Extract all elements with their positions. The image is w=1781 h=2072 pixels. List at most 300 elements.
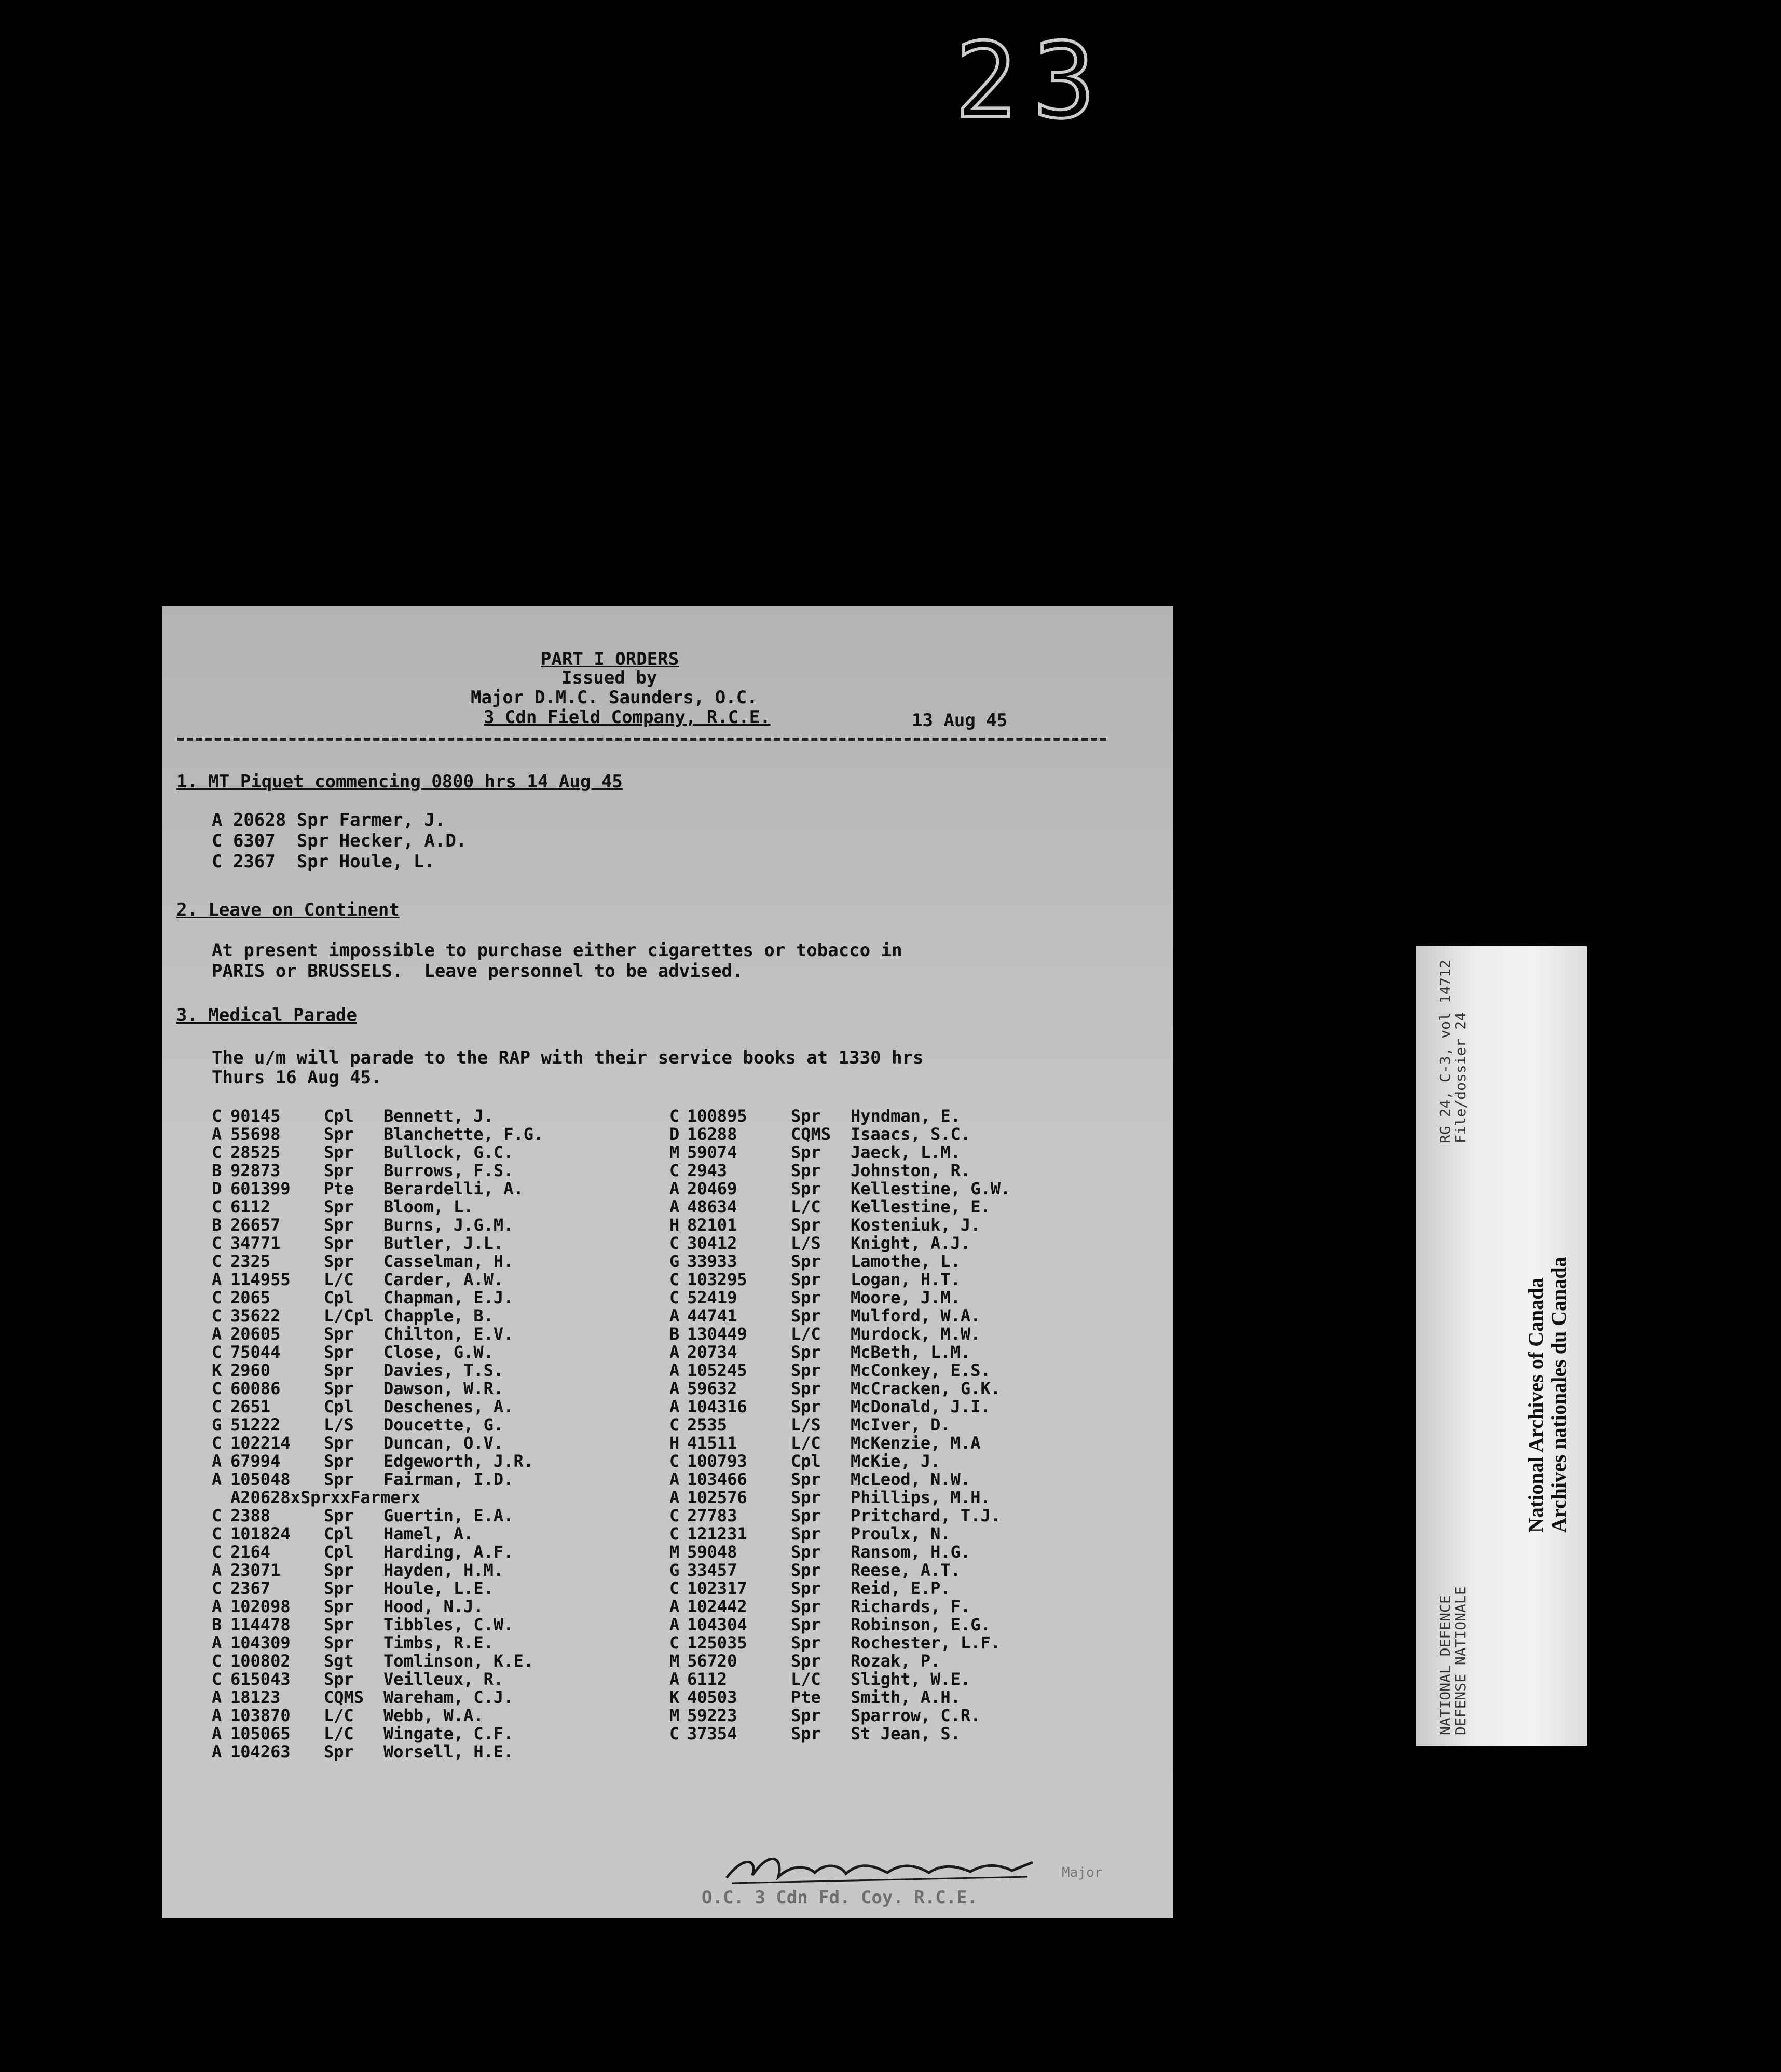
entry-num: 59632 <box>687 1379 737 1398</box>
entry-pre: C <box>669 1270 680 1289</box>
parade-entry <box>212 1234 543 1252</box>
parade-entry <box>212 1543 543 1561</box>
entry-rank: Spr <box>324 1379 354 1398</box>
entry-name: McBeth, L.M. <box>851 1342 971 1362</box>
entry-rank: L/C <box>324 1270 354 1289</box>
parade-entry <box>212 1216 543 1234</box>
entry-pre: C <box>212 1524 222 1544</box>
signature-caption: O.C. 3 Cdn Fd. Coy. R.C.E. <box>702 1887 978 1908</box>
entry-num: 105245 <box>687 1360 747 1380</box>
entry-rank: Spr <box>324 1633 354 1653</box>
entry-num: 101824 <box>230 1524 291 1544</box>
entry-name: Tibbles, C.W. <box>383 1615 514 1634</box>
entry-name: Fairman, I.D. <box>383 1469 514 1489</box>
entry-num: 121231 <box>687 1524 747 1544</box>
parade-entry <box>212 1579 543 1598</box>
entry-rank: Spr <box>324 1142 354 1162</box>
entry-pre: C <box>669 1106 680 1126</box>
entry-rank: CQMS <box>324 1687 364 1707</box>
entry-num: 59074 <box>687 1142 737 1162</box>
entry-num: 2535 <box>687 1415 728 1435</box>
parade-entry <box>212 1452 543 1470</box>
entry-rank: Spr <box>791 1179 821 1198</box>
entry-name: Sparrow, C.R. <box>851 1706 981 1725</box>
entry-num: 102214 <box>230 1433 291 1453</box>
entry-num: 100895 <box>687 1106 747 1126</box>
parade-entry <box>669 1125 1010 1143</box>
entry-pre: B <box>212 1161 222 1180</box>
entry-name: Chapman, E.J. <box>383 1288 514 1307</box>
entry-num: 103295 <box>687 1270 747 1289</box>
entry-pre: G <box>212 1415 222 1435</box>
entry-num: 2388 <box>230 1506 271 1525</box>
entry-num: 33933 <box>687 1251 737 1271</box>
entry-name: Kellestine, E. <box>851 1197 991 1217</box>
entry-rank: Spr <box>324 1197 354 1217</box>
entry-name: Reese, A.T. <box>851 1560 961 1580</box>
parade-entry <box>669 1416 1010 1434</box>
entry-rank: Spr <box>791 1215 821 1235</box>
department-label: NATIONAL DEFENCE DEFENSE NATIONALE <box>1436 1586 1469 1735</box>
entry-num: 26657 <box>230 1215 281 1235</box>
entry-num: 104309 <box>230 1633 291 1653</box>
parade-entry <box>212 1670 543 1688</box>
entry-num: 56720 <box>687 1651 737 1671</box>
entry-rank: Spr <box>324 1251 354 1271</box>
parade-entry <box>669 1325 1010 1343</box>
entry-num: 6112 <box>230 1197 271 1217</box>
entry-rank: Spr <box>324 1124 354 1144</box>
entry-num: 59048 <box>687 1542 737 1562</box>
parade-entry <box>212 1434 543 1452</box>
entry-rank: Spr <box>791 1615 821 1634</box>
parade-entry <box>669 1307 1010 1325</box>
parade-entry <box>669 1216 1010 1234</box>
entry-num: 114478 <box>230 1615 291 1634</box>
entry-num: 2651 <box>230 1397 271 1416</box>
entry-pre: C <box>669 1524 680 1544</box>
parade-entry <box>669 1107 1010 1125</box>
entry-pre: A <box>212 1687 222 1707</box>
entry-rank: Spr <box>791 1106 821 1126</box>
parade-entry <box>212 1307 543 1325</box>
entry-pre: C <box>212 1197 222 1217</box>
entry-pre: C <box>212 1397 222 1416</box>
entry-rank: Spr <box>791 1488 821 1507</box>
parade-entry <box>212 1107 543 1125</box>
entry-pre: A <box>669 1597 680 1616</box>
entry-rank: L/C <box>791 1197 821 1217</box>
entry-pre: C <box>212 1433 222 1453</box>
entry-rank: Cpl <box>324 1106 354 1126</box>
entry-name: Carder, A.W. <box>383 1270 504 1289</box>
parade-entry <box>669 1398 1010 1416</box>
entry-num: 105065 <box>230 1724 291 1743</box>
entry-num: 130449 <box>687 1324 747 1344</box>
parade-entry <box>669 1507 1010 1525</box>
entry-name: Houle, L.E. <box>383 1578 494 1598</box>
entry-num: 114955 <box>230 1270 291 1289</box>
parade-entry <box>212 1380 543 1398</box>
entry-name: Richards, F. <box>851 1597 971 1616</box>
entry-pre: K <box>212 1360 222 1380</box>
parade-entry <box>669 1434 1010 1452</box>
parade-entry <box>669 1579 1010 1598</box>
parade-entry <box>669 1361 1010 1380</box>
entry-name: Robinson, E.G. <box>851 1615 991 1634</box>
parade-entry <box>669 1652 1010 1670</box>
entry-pre: G <box>669 1560 680 1580</box>
entry-pre: C <box>669 1578 680 1598</box>
entry-name: Deschenes, A. <box>383 1397 514 1416</box>
entry-pre: M <box>669 1651 680 1671</box>
entry-pre: C <box>669 1633 680 1653</box>
entry-pre: A <box>212 1724 222 1743</box>
entry-name: Reid, E.P. <box>851 1578 951 1598</box>
entry-name: Mulford, W.A. <box>851 1306 981 1326</box>
entry-name: Kellestine, G.W. <box>851 1179 1011 1198</box>
entry-num: 48634 <box>687 1197 737 1217</box>
parade-entry <box>212 1489 543 1507</box>
entry-rank: Spr <box>791 1379 821 1398</box>
entry-pre: M <box>669 1142 680 1162</box>
entry-rank: Spr <box>791 1469 821 1489</box>
document-page <box>162 606 1173 1918</box>
entry-num: 2065 <box>230 1288 271 1307</box>
entry-rank: CQMS <box>791 1124 831 1144</box>
entry-name: Tomlinson, K.E. <box>383 1651 533 1671</box>
parade-entry <box>212 1634 543 1652</box>
entry-rank: Spr <box>791 1506 821 1525</box>
entry-pre: D <box>669 1124 680 1144</box>
entry-pre: C <box>212 1578 222 1598</box>
entry-rank: Spr <box>791 1270 821 1289</box>
entry-name: Veilleux, R. <box>383 1669 504 1689</box>
entry-num: 2325 <box>230 1251 271 1271</box>
entry-pre: H <box>669 1215 680 1235</box>
parade-entry <box>669 1489 1010 1507</box>
entry-num: 55698 <box>230 1124 281 1144</box>
entry-name: Hood, N.J. <box>383 1597 484 1616</box>
entry-num: 102442 <box>687 1597 747 1616</box>
signature <box>721 1847 1043 1888</box>
entry-rank: Cpl <box>324 1542 354 1562</box>
entry-rank: Cpl <box>791 1451 821 1471</box>
entry-rank: Spr <box>791 1560 821 1580</box>
entry-rank: Pte <box>324 1179 354 1198</box>
parade-entry <box>669 1470 1010 1489</box>
parade-entry <box>212 1598 543 1616</box>
entry-name: Phillips, M.H. <box>851 1488 991 1507</box>
parade-entry <box>212 1525 543 1543</box>
entry-name: Knight, A.J. <box>851 1233 971 1253</box>
archives-label: National Archives of Canada Archives nationales du Canada <box>1524 1257 1570 1533</box>
entry-rank: Spr <box>324 1597 354 1616</box>
entry-pre: A <box>212 1324 222 1344</box>
entry-num: 16288 <box>687 1124 737 1144</box>
entry-name: Chapple, B. <box>383 1306 494 1326</box>
parade-list-right <box>669 1107 1010 1743</box>
parade-entry <box>669 1380 1010 1398</box>
entry-pre: A <box>212 1633 222 1653</box>
entry-num: 103466 <box>687 1469 747 1489</box>
entry-rank: Spr <box>324 1506 354 1525</box>
entry-num: 27783 <box>687 1506 737 1525</box>
entry-pre: C <box>212 1651 222 1671</box>
entry-rank: L/C <box>324 1706 354 1725</box>
entry-num: 102576 <box>687 1488 747 1507</box>
entry-name: McLeod, N.W. <box>851 1469 971 1489</box>
entry-name: Bloom, L. <box>383 1197 474 1217</box>
entry-name: Timbs, R.E. <box>383 1633 494 1653</box>
entry-name: Harding, A.F. <box>383 1542 514 1562</box>
entry-pre: C <box>212 1342 222 1362</box>
entry-name: Close, G.W. <box>383 1342 494 1362</box>
entry-pre: A <box>212 1469 222 1489</box>
parade-list-left <box>212 1107 543 1761</box>
entry-rank: Pte <box>791 1687 821 1707</box>
section-1-line: C 6307 Spr Hecker, A.D. <box>212 830 467 851</box>
entry-rank: Spr <box>324 1433 354 1453</box>
entry-name: Murdock, M.W. <box>851 1324 981 1344</box>
entry-rank: Spr <box>324 1451 354 1471</box>
entry-name: Moore, J.M. <box>851 1288 961 1307</box>
parade-entry <box>669 1271 1010 1289</box>
entry-name: Isaacs, S.C. <box>851 1124 971 1144</box>
parade-entry <box>669 1234 1010 1252</box>
entry-pre: A <box>669 1197 680 1217</box>
entry-name: Burrows, F.S. <box>383 1161 514 1180</box>
entry-pre: A <box>212 1451 222 1471</box>
entry-num: 20469 <box>687 1179 737 1198</box>
entry-name: McConkey, E.S. <box>851 1360 991 1380</box>
entry-name: Edgeworth, J.R. <box>383 1451 533 1471</box>
entry-pre: A <box>669 1379 680 1398</box>
parade-entry <box>212 1361 543 1380</box>
signature-title: Major <box>1062 1865 1103 1880</box>
entry-num: 20734 <box>687 1342 737 1362</box>
entry-pre: D <box>212 1179 222 1198</box>
parade-entry <box>212 1561 543 1579</box>
entry-name: Casselman, H. <box>383 1251 514 1271</box>
parade-entry <box>669 1198 1010 1216</box>
entry-num: 30412 <box>687 1233 737 1253</box>
parade-entry <box>212 1271 543 1289</box>
entry-rank: Spr <box>324 1233 354 1253</box>
parade-entry <box>212 1180 543 1198</box>
entry-pre: C <box>212 1106 222 1126</box>
section-2-line: At present impossible to purchase either cigarettes or tobacco in <box>212 940 902 961</box>
entry-name: Burns, J.G.M. <box>383 1215 514 1235</box>
entry-rank: L/C <box>791 1669 821 1689</box>
entry-rank: Spr <box>324 1360 354 1380</box>
parade-entry <box>669 1707 1010 1725</box>
parade-entry <box>212 1125 543 1143</box>
entry-pre: A <box>212 1560 222 1580</box>
entry-rank: L/C <box>791 1433 821 1453</box>
entry-pre: C <box>212 1142 222 1162</box>
entry-name: Wingate, C.F. <box>383 1724 514 1743</box>
parade-entry <box>669 1561 1010 1579</box>
entry-num: 615043 <box>230 1669 291 1689</box>
entry-pre: C <box>212 1288 222 1307</box>
entry-pre: K <box>669 1687 680 1707</box>
entry-rank: L/C <box>324 1724 354 1743</box>
entry-name: Duncan, O.V. <box>383 1433 504 1453</box>
entry-pre: A <box>669 1397 680 1416</box>
entry-name: Pritchard, T.J. <box>851 1506 1001 1525</box>
frame-number: 23 <box>955 21 1111 142</box>
section-3-heading: 3. Medical Parade <box>176 1005 357 1026</box>
entry-pre: C <box>212 1379 222 1398</box>
entry-name: Bullock, G.C. <box>383 1142 514 1162</box>
parade-entry <box>212 1507 543 1525</box>
entry-rank: Sgt <box>324 1651 354 1671</box>
parade-entry <box>212 1252 543 1271</box>
entry-num: 105048 <box>230 1469 291 1489</box>
entry-pre: M <box>669 1706 680 1725</box>
entry-name: Johnston, R. <box>851 1161 971 1180</box>
section-3-line: The u/m will parade to the RAP with their service books at 1330 hrs <box>212 1047 924 1068</box>
entry-num: 100793 <box>687 1451 747 1471</box>
entry-pre: A <box>669 1669 680 1689</box>
parade-entry <box>669 1343 1010 1361</box>
entry-num: 60086 <box>230 1379 281 1398</box>
parade-entry <box>669 1616 1010 1634</box>
entry-num: 59223 <box>687 1706 737 1725</box>
section-2-heading: 2. Leave on Continent <box>176 899 400 920</box>
entry-rank: Cpl <box>324 1288 354 1307</box>
entry-num: A20628xSprxxFarmerx <box>230 1488 421 1507</box>
parade-entry <box>212 1343 543 1361</box>
entry-rank: Spr <box>324 1578 354 1598</box>
entry-name: Proulx, N. <box>851 1524 951 1544</box>
entry-rank: Spr <box>791 1651 821 1671</box>
entry-num: 67994 <box>230 1451 281 1471</box>
entry-num: 33457 <box>687 1560 737 1580</box>
parade-entry <box>212 1198 543 1216</box>
entry-pre: A <box>669 1179 680 1198</box>
entry-rank: Cpl <box>324 1524 354 1544</box>
entry-name: Dawson, W.R. <box>383 1379 504 1398</box>
parade-entry <box>212 1398 543 1416</box>
parade-entry <box>212 1616 543 1634</box>
entry-name: Webb, W.A. <box>383 1706 484 1725</box>
entry-pre: B <box>669 1324 680 1344</box>
entry-pre: C <box>212 1669 222 1689</box>
entry-num: 2164 <box>230 1542 271 1562</box>
entry-name: Slight, W.E. <box>851 1669 971 1689</box>
entry-name: Hamel, A. <box>383 1524 474 1544</box>
unit-name: 3 Cdn Field Company, R.C.E. <box>484 707 771 728</box>
entry-pre: A <box>669 1360 680 1380</box>
entry-name: Guertin, E.A. <box>383 1506 514 1525</box>
entry-rank: Spr <box>324 1469 354 1489</box>
entry-name: Blanchette, F.G. <box>383 1124 544 1144</box>
entry-pre: A <box>212 1270 222 1289</box>
entry-pre: A <box>669 1615 680 1634</box>
entry-pre: A <box>669 1342 680 1362</box>
entry-rank: Spr <box>791 1342 821 1362</box>
entry-num: 52419 <box>687 1288 737 1307</box>
entry-rank: L/S <box>791 1233 821 1253</box>
entry-name: Rochester, L.F. <box>851 1633 1001 1653</box>
parade-entry <box>212 1688 543 1707</box>
entry-rank: Spr <box>324 1161 354 1180</box>
parade-entry <box>669 1598 1010 1616</box>
section-1-line: A 20628 Spr Farmer, J. <box>212 810 446 830</box>
parade-entry <box>669 1634 1010 1652</box>
entry-num: 44741 <box>687 1306 737 1326</box>
entry-num: 103870 <box>230 1706 291 1725</box>
entry-rank: Spr <box>791 1633 821 1653</box>
entry-rank: Spr <box>324 1669 354 1689</box>
section-1-line: C 2367 Spr Houle, L. <box>212 851 435 872</box>
entry-num: 37354 <box>687 1724 737 1743</box>
entry-pre: C <box>669 1233 680 1253</box>
entry-name: McKenzie, M.A <box>851 1433 981 1453</box>
entry-rank: Spr <box>791 1306 821 1326</box>
parade-entry <box>669 1525 1010 1543</box>
entry-name: Hyndman, E. <box>851 1106 961 1126</box>
entry-pre: C <box>212 1306 222 1326</box>
issuing-officer: Major D.M.C. Saunders, O.C. <box>471 687 758 708</box>
parade-entry <box>669 1289 1010 1307</box>
entry-num: 2367 <box>230 1578 271 1598</box>
parade-entry <box>669 1725 1010 1743</box>
entry-name: Bennett, J. <box>383 1106 494 1126</box>
entry-pre: C <box>669 1451 680 1471</box>
entry-pre: A <box>212 1742 222 1762</box>
entry-pre: M <box>669 1542 680 1562</box>
entry-rank: Spr <box>324 1742 354 1762</box>
section-2-line: PARIS or BRUSSELS. Leave personnel to be advised. <box>212 961 743 982</box>
entry-name: Rozak, P. <box>851 1651 941 1671</box>
entry-rank: Spr <box>324 1342 354 1362</box>
entry-rank: Spr <box>324 1324 354 1344</box>
parade-entry <box>212 1325 543 1343</box>
entry-num: 28525 <box>230 1142 281 1162</box>
entry-rank: L/S <box>791 1415 821 1435</box>
entry-num: 20605 <box>230 1324 281 1344</box>
entry-pre: C <box>212 1506 222 1525</box>
entry-num: 23071 <box>230 1560 281 1580</box>
entry-rank: L/C <box>791 1324 821 1344</box>
entry-num: 102317 <box>687 1578 747 1598</box>
parade-entry <box>212 1707 543 1725</box>
entry-pre: A <box>669 1488 680 1507</box>
entry-rank: Spr <box>791 1360 821 1380</box>
entry-name: McDonald, J.I. <box>851 1397 991 1416</box>
parade-entry <box>669 1180 1010 1198</box>
entry-name: Doucette, G. <box>383 1415 504 1435</box>
entry-pre: B <box>212 1615 222 1634</box>
entry-rank: Spr <box>791 1142 821 1162</box>
parade-entry <box>669 1543 1010 1561</box>
parade-entry <box>212 1470 543 1489</box>
entry-rank: Spr <box>791 1724 821 1743</box>
archive-reference: RG 24, C-3, vol 14712 File/dossier 24 <box>1436 959 1469 1143</box>
entry-name: Worsell, H.E. <box>383 1742 514 1762</box>
entry-name: Smith, A.H. <box>851 1687 961 1707</box>
entry-num: 90145 <box>230 1106 281 1126</box>
archive-reference-strip <box>1416 946 1587 1746</box>
entry-num: 104304 <box>687 1615 747 1634</box>
entry-name: Lamothe, L. <box>851 1251 961 1271</box>
entry-pre: C <box>669 1161 680 1180</box>
parade-entry <box>669 1688 1010 1707</box>
entry-pre: A <box>669 1306 680 1326</box>
